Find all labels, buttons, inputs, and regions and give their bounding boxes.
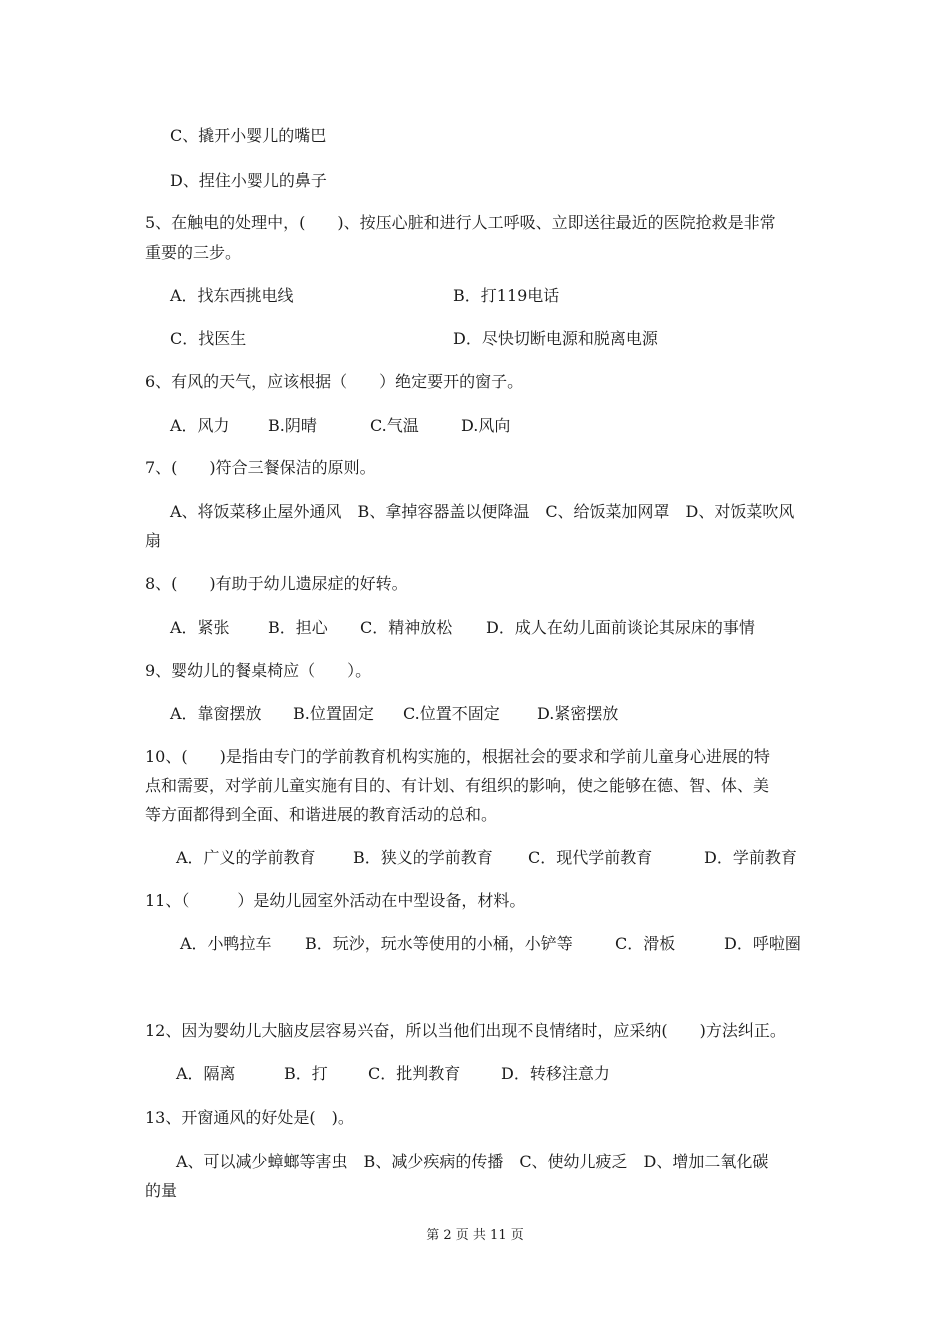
- q9-text: 9、婴幼儿的餐桌椅应（ ）。: [145, 661, 372, 680]
- q10-text-line3: 等方面都得到全面、和谐进展的教育活动的总和。: [145, 805, 498, 824]
- q11-option-a: A．小鸭拉车: [180, 934, 272, 953]
- q12-option-d: D．转移注意力: [501, 1064, 610, 1083]
- q11-option-d: D．呼啦圈: [724, 934, 801, 953]
- q12-option-c: C．批判教育: [368, 1064, 461, 1083]
- q6-option-a: A．风力: [170, 416, 230, 435]
- q10-text-line2: 点和需要，对学前儿童实施有目的、有计划、有组织的影响，使之能够在德、智、体、美: [145, 776, 770, 795]
- q9-option-b: B.位置固定: [293, 704, 374, 723]
- q10-option-d: D．学前教育: [704, 848, 797, 867]
- q13-options-line1: A、可以减少蟑螂等害虫 B、减少疾病的传播 C、使幼儿疲乏 D、增加二氧化碳: [176, 1152, 769, 1171]
- q9-option-d: D.紧密摆放: [537, 704, 619, 723]
- q4-option-c: C、撬开小婴儿的嘴巴: [170, 126, 327, 145]
- q6-option-b: B.阴晴: [268, 416, 317, 435]
- q8-option-b: B．担心: [268, 618, 328, 637]
- q4-option-d: D、捏住小婴儿的鼻子: [170, 171, 327, 190]
- q11-option-b: B．玩沙，玩水等使用的小桶，小铲等: [305, 934, 573, 953]
- q10-option-a: A．广义的学前教育: [176, 848, 316, 867]
- q12-text: 12、因为婴幼儿大脑皮层容易兴奋，所以当他们出现不良情绪时，应采纳( )方法纠正。: [145, 1021, 786, 1040]
- q7-options-line1: A、将饭菜移止屋外通风 B、拿掉容器盖以便降温 C、给饭菜加网罩 D、对饭菜吹风: [170, 502, 795, 521]
- q5-text-line1: 5、在触电的处理中，( )、按压心脏和进行人工呼吸、立即送往最近的医院抢救是非常: [145, 213, 776, 232]
- q12-option-b: B．打: [284, 1064, 328, 1083]
- q6-option-c: C.气温: [370, 416, 419, 435]
- q13-text: 13、开窗通风的好处是( )。: [145, 1108, 354, 1127]
- page-footer: 第 2 页 共 11 页: [426, 1228, 524, 1243]
- q10-option-c: C．现代学前教育: [528, 848, 653, 867]
- q6-text: 6、有风的天气，应该根据（ ）绝定要开的窗子。: [145, 372, 524, 391]
- q8-option-c: C．精神放松: [360, 618, 453, 637]
- q12-option-a: A．隔离: [176, 1064, 236, 1083]
- q11-text: 11、（ ）是幼儿园室外活动在中型设备，材料。: [145, 891, 526, 910]
- q10-text-line1: 10、( )是指由专门的学前教育机构实施的，根据社会的要求和学前儿童身心进展的特: [145, 747, 770, 766]
- q8-text: 8、( )有助于幼儿遗尿症的好转。: [145, 574, 408, 593]
- q7-options-line2: 扇: [145, 531, 162, 550]
- q8-option-d: D．成人在幼儿面前谈论其尿床的事情: [486, 618, 755, 637]
- q8-option-a: A．紧张: [170, 618, 230, 637]
- q5-text-line2: 重要的三步。: [145, 243, 242, 262]
- q5-option-b: B．打119电话: [453, 286, 560, 305]
- q5-option-c: C．找医生: [170, 329, 247, 348]
- q13-options-line2: 的量: [145, 1181, 178, 1200]
- q5-option-a: A．找东西挑电线: [170, 286, 294, 305]
- q7-text: 7、( )符合三餐保洁的原则。: [145, 458, 376, 477]
- q11-option-c: C．滑板: [615, 934, 676, 953]
- q5-option-d: D．尽快切断电源和脱离电源: [453, 329, 658, 348]
- q6-option-d: D.风向: [461, 416, 511, 435]
- q9-option-c: C.位置不固定: [403, 704, 500, 723]
- q10-option-b: B．狭义的学前教育: [353, 848, 493, 867]
- q9-option-a: A．靠窗摆放: [170, 704, 262, 723]
